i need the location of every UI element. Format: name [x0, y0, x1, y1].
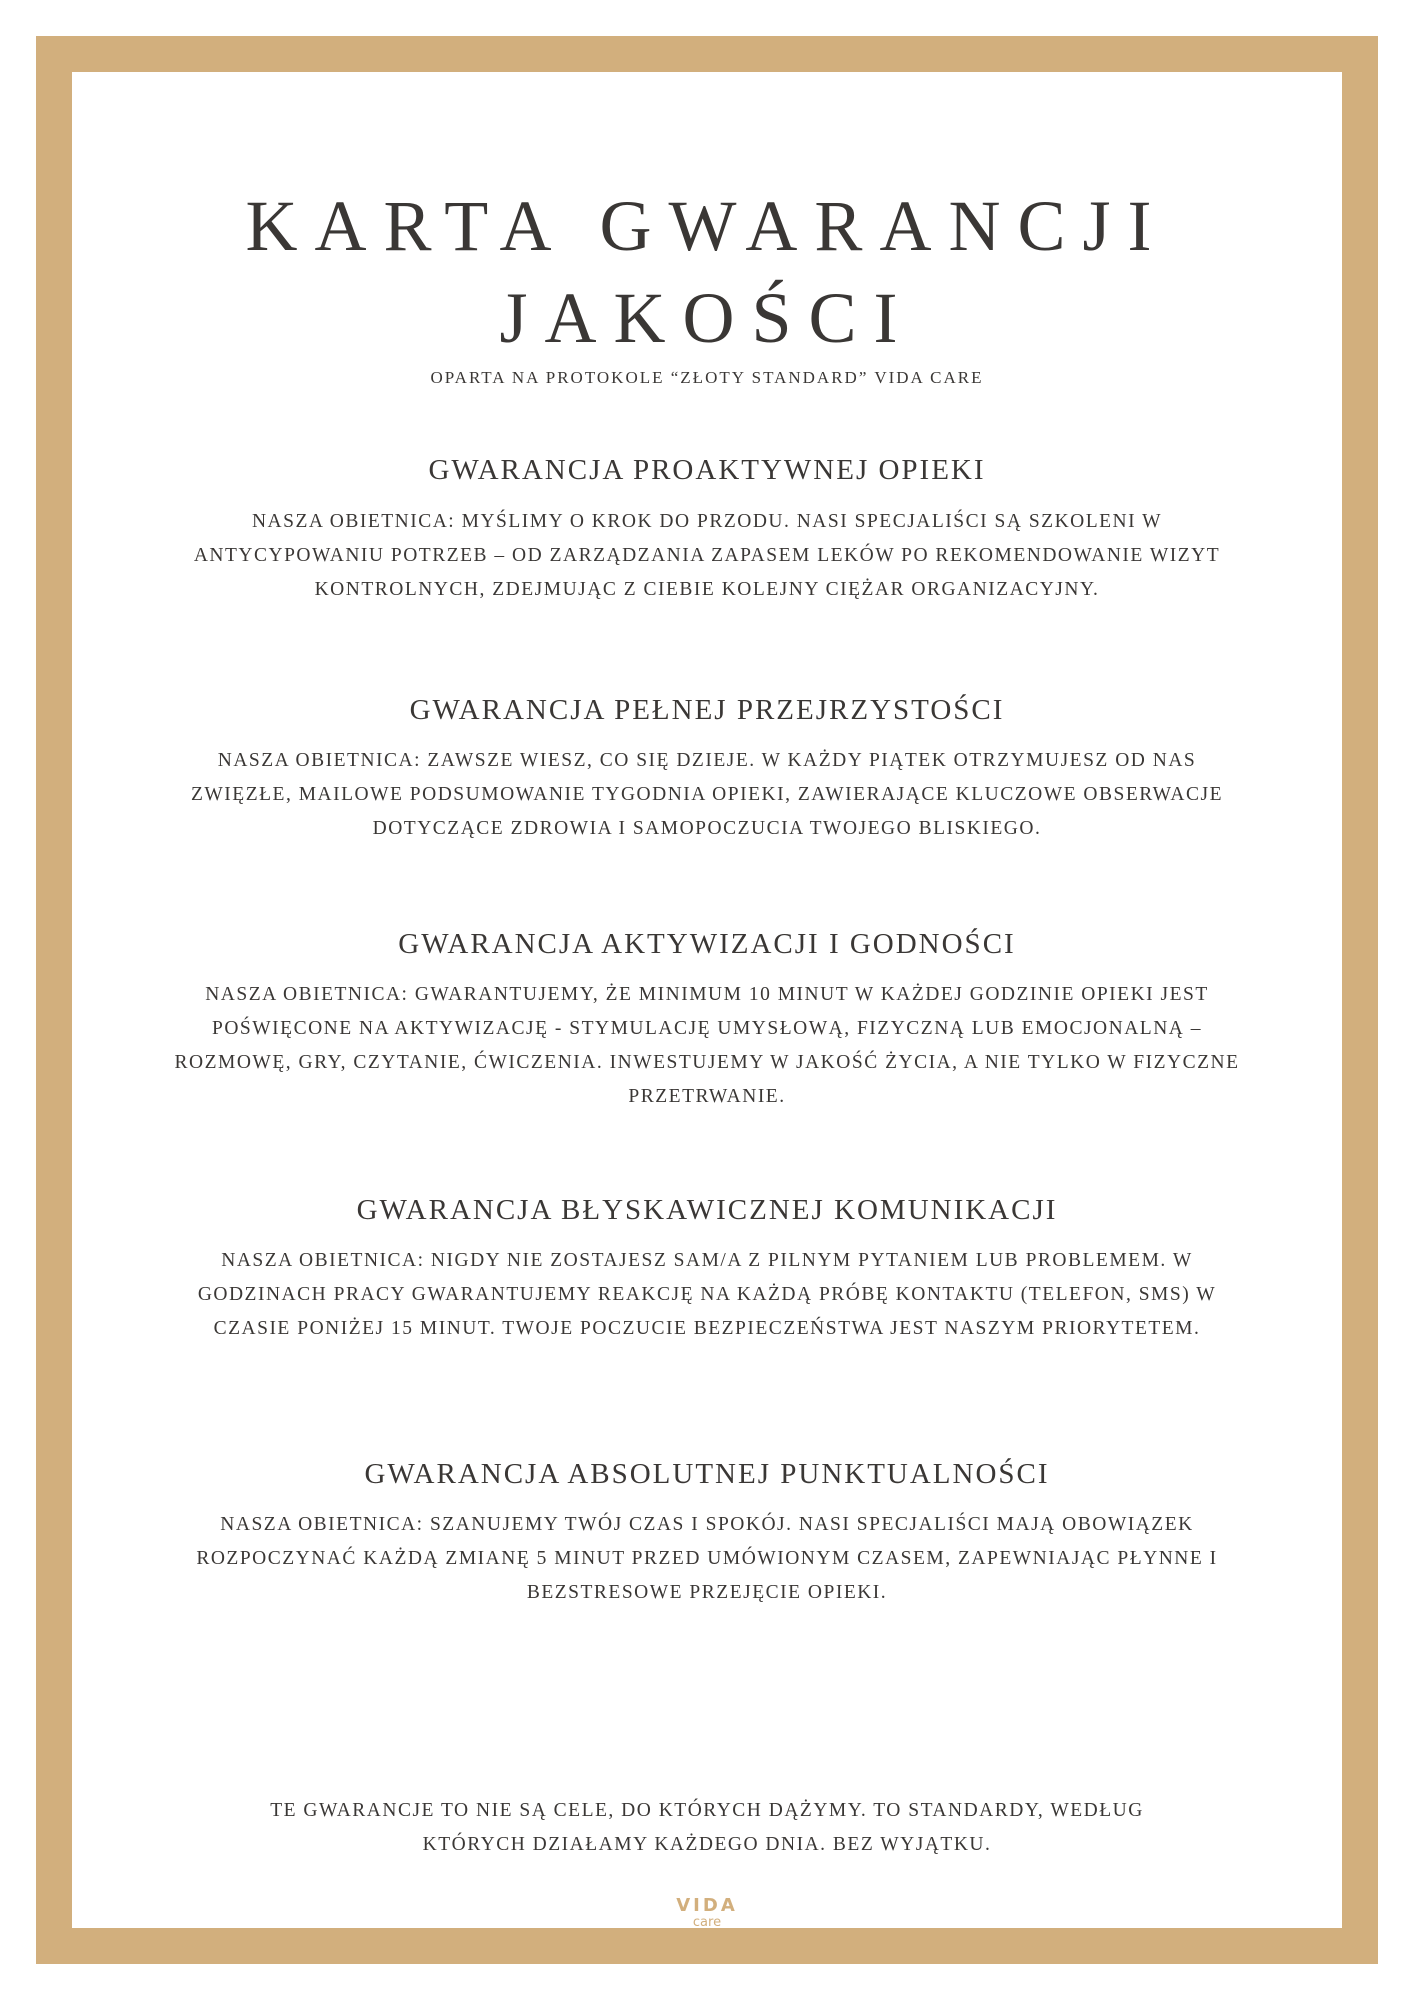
page-border: [36, 36, 1378, 1964]
vida-care-logo: [657, 1896, 757, 1930]
closing-statement: TE GWARANCJE TO NIE SĄ CELE, DO KTÓRYCH DĄŻYMY. TO STANDARDY, WEDŁUG KTÓRYCH DZIAŁAMY KAŻDEGO DNIA. BEZ WYJĄTKU.: [270, 1800, 1144, 1855]
section-heading-punctuality: GWARANCJA ABSOLUTNEJ PUNKTUALNOŚCI: [364, 1458, 1050, 1490]
document-title: [72, 180, 1342, 364]
section-heading-activation: GWARANCJA AKTYWIZACJI I GODNOŚCI: [398, 928, 1016, 960]
section-body-proactive-care: NASZA OBIETNICA: MYŚLIMY O KROK DO PRZODU. NASI SPECJALIŚCI SĄ SZKOLENI W ANTYCYPOWANIU POTRZEB – OD ZARZĄDZANIA ZAPASEM LEKÓW PO REKOMENDOWANIE WIZYT KONTROLNYCH, ZDEJMUJĄC Z CIEBIE KOLEJNY CIĘŻAR ORGANIZACYJNY.: [193, 511, 1221, 600]
section-body-communication: NASZA OBIETNICA: NIGDY NIE ZOSTAJESZ SAM/A Z PILNYM PYTANIEM LUB PROBLEMEM. W GODZINACH PRACY GWARANTUJEMY REAKCJĘ NA KAŻDĄ PRÓBĘ KONTAKTU (TELEFON, SMS) W CZASIE PONIŻEJ 15 MINUT. TWOJE POCZUCIE BEZPIECZEŃSTWA JEST NASZYM PRIORYTETEM.: [197, 1250, 1217, 1339]
page-content-area: [72, 72, 1342, 1928]
title-line-2: JAKOŚCI: [499, 278, 915, 358]
logo-subtext: care: [692, 1915, 722, 1930]
section-heading-transparency: GWARANCJA PEŁNEJ PRZEJRZYSTOŚCI: [409, 694, 1005, 726]
section-body-punctuality: NASZA OBIETNICA: SZANUJEMY TWÓJ CZAS I SPOKÓJ. NASI SPECJALIŚCI MAJĄ OBOWIĄZEK ROZPOCZYNAĆ KAŻDĄ ZMIANĘ 5 MINUT PRZED UMÓWIONYM CZASEM, ZAPEWNIAJĄC PŁYNNE I BEZSTRESOWE PRZEJĘCIE OPIEKI.: [196, 1514, 1218, 1603]
section-body-transparency: NASZA OBIETNICA: ZAWSZE WIESZ, CO SIĘ DZIEJE. W KAŻDY PIĄTEK OTRZYMUJESZ OD NAS ZWIĘZŁE, MAILOWE PODSUMOWANIE TYGODNIA OPIEKI, ZAWIERAJĄCE KLUCZOWE OBSERWACJE DOTYCZĄCE ZDROWIA I SAMOPOCZUCIA TWOJEGO BLISKIEGO.: [190, 750, 1224, 839]
logo-wordmark: VIDA: [676, 1895, 738, 1916]
section-heading-proactive-care: GWARANCJA PROAKTYWNEJ OPIEKI: [428, 454, 986, 486]
title-line-1: KARTA GWARANCJI: [245, 186, 1169, 266]
section-body-activation: NASZA OBIETNICA: GWARANTUJEMY, ŻE MINIMUM 10 MINUT W KAŻDEJ GODZINIE OPIEKI JEST POŚWIĘCONE NA AKTYWIZACJĘ - STYMULACJĘ UMYSŁOWĄ, FIZYCZNĄ LUB EMOCJONALNĄ – ROZMOWĘ, GRY, CZYTANIE, ĆWICZENIA. INWESTUJEMY W JAKOŚĆ ŻYCIA, A NIE TYLKO W FIZYCZNE PRZETRWANIE.: [174, 984, 1240, 1107]
section-heading-communication: GWARANCJA BŁYSKAWICZNEJ KOMUNIKACJI: [356, 1194, 1058, 1226]
document-subtitle: OPARTA NA PROTOKOLE “ZŁOTY STANDARD” VIDA CARE: [430, 368, 984, 387]
